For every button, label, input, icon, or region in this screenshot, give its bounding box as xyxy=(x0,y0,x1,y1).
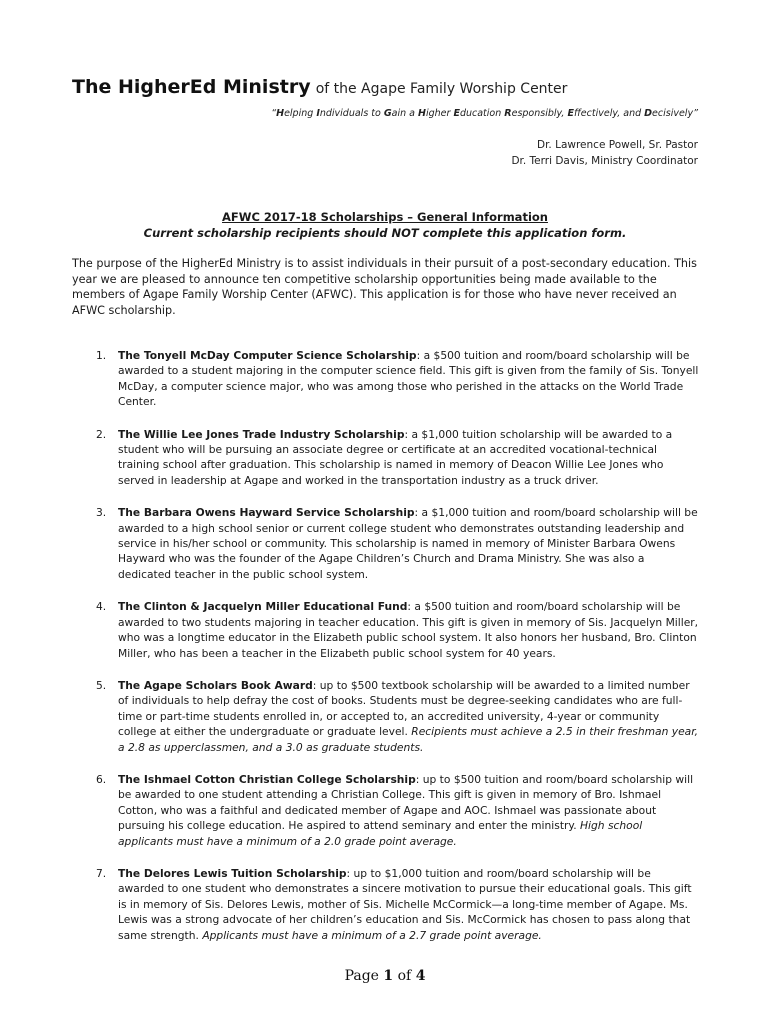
page-footer xyxy=(0,968,770,984)
coordinator-name: Dr. Terri Davis, Ministry Coordinator xyxy=(511,155,698,167)
page-word: Page xyxy=(344,968,379,984)
org-name: The HigherEd Ministry xyxy=(72,76,311,98)
item-number: 1. xyxy=(96,349,107,362)
scholarship-description: : a $500 tuition and room/board scholarship will be awarded to a student majoring in the computer science field. This gift is given from the family of Sis. Tonyell McDay, a computer science major, who was among those who perished in the attacks on the World Trade Center. xyxy=(118,349,699,409)
scholarship-item xyxy=(72,427,700,489)
scholarship-item xyxy=(72,866,700,943)
scholarship-list xyxy=(72,348,700,960)
item-number: 2. xyxy=(96,427,107,441)
title-line-1: AFWC 2017-18 Scholarships – General Information xyxy=(222,210,548,224)
scholarship-name: The Delores Lewis Tuition Scholarship xyxy=(118,866,347,880)
item-number: 7. xyxy=(96,866,107,880)
scholarship-description: : up to $1,000 tuition and room/board scholarship will be awarded to one student who demonstrates a sincere motivation to pursue their educational goals. This gift is in memory of Sis. Delores Lewis, mother of Sis. Michelle McCormick—a long-time member of Agape. Ms. Lewis was a strong advocate of her children’s education and Sis. McCormick has chosen to pass along that same strength. xyxy=(118,866,692,942)
staff-block xyxy=(511,137,698,169)
org-subtitle: of the Agape Family Worship Center xyxy=(315,81,568,97)
scholarship-item xyxy=(72,348,700,410)
intro-paragraph: The purpose of the HigherEd Ministry is to assist individuals in their pursuit of a post-secondary education. This year we are pleased to announce ten competitive scholarship opportunities being made available to the members of Agape Family Worship Center (AFWC). This application is for those who have never received an AFWC scholarship. xyxy=(72,257,697,317)
scholarship-description: : up to $500 tuition and room/board scholarship will be awarded to one student attending a Christian College. This gift is given in memory of Bro. Ishmael Cotton, who was a faithful and dedicated member of Agape and AOC. Ishmael was passionate about pursuing his college education. He aspired to attend seminary and enter the ministry. xyxy=(118,772,694,833)
header-title xyxy=(72,76,567,98)
tagline: “Helping Individuals to Gain a Higher Education Responsibly, Effectively, and Decisively” xyxy=(271,108,698,119)
item-number: 3. xyxy=(96,506,107,520)
document-title xyxy=(72,209,698,241)
scholarship-requirement: Applicants must have a minimum of a 2.7 grade point average. xyxy=(202,928,542,942)
title-line-2: Current scholarship recipients should NOT complete this application form. xyxy=(143,226,627,240)
scholarship-item xyxy=(72,505,700,582)
scholarship-name: The Agape Scholars Book Award xyxy=(118,678,313,692)
scholarship-requirement: Recipients must achieve a 2.5 in their freshman year, a 2.8 as upperclassmen, and a 3.0 as graduate students. xyxy=(118,725,699,754)
scholarship-name: The Willie Lee Jones Trade Industry Scholarship xyxy=(118,427,405,441)
of-word: of xyxy=(397,968,412,984)
scholarship-name: The Tonyell McDay Computer Science Scholarship xyxy=(118,349,417,362)
scholarship-requirement: High school applicants must have a minimum of a 2.0 grade point average. xyxy=(118,819,643,848)
scholarship-item xyxy=(72,678,700,755)
pastor-name: Dr. Lawrence Powell, Sr. Pastor xyxy=(536,139,698,151)
item-number: 5. xyxy=(96,678,107,692)
scholarship-description: : up to $500 textbook scholarship will be awarded to a limited number of individuals to help defray the cost of books. Students must be degree-seeking candidates who are full-time or part-time students enrolled in, or accepted to, an accredited university, 4-year or community college at either the undergraduate or graduate level. xyxy=(118,678,690,739)
scholarship-description: : a $1,000 tuition and room/board scholarship will be awarded to a high school senior or current college student who demonstrates outstanding leadership and service in his/her school or community. This scholarship is named in memory of Minister Barbara Owens Hayward who was the founder of the Agape Children’s Church and Drama Ministry. She was also a dedicated teacher in the public school system. xyxy=(118,506,698,581)
scholarship-name: The Clinton & Jacquelyn Miller Educational Fund xyxy=(118,600,408,614)
scholarship-description: : a $500 tuition and room/board scholarship will be awarded to two students majoring in teacher education. This gift is given in memory of Sis. Jacquelyn Miller, who was a longtime educator in the Elizabeth public school system. It also honors her husband, Bro. Clinton Miller, who has been a teacher in the Elizabeth public school system for 40 years. xyxy=(118,600,699,660)
page-total: 4 xyxy=(415,968,426,984)
scholarship-item xyxy=(72,599,700,661)
scholarship-item xyxy=(72,772,700,849)
page-number: 1 xyxy=(383,968,394,984)
scholarship-description: : a $1,000 tuition scholarship will be awarded to a student who will be pursuing an associate degree or certificate at an accredited vocational-technical training school after graduation. This scholarship is named in memory of Deacon Willie Lee Jones who served in leadership at Agape and worked in the transportation industry as a truck driver. xyxy=(118,427,673,487)
item-number: 4. xyxy=(96,600,107,614)
item-number: 6. xyxy=(96,772,107,786)
scholarship-name: The Ishmael Cotton Christian College Scholarship xyxy=(118,772,416,786)
scholarship-name: The Barbara Owens Hayward Service Scholarship xyxy=(118,506,415,520)
